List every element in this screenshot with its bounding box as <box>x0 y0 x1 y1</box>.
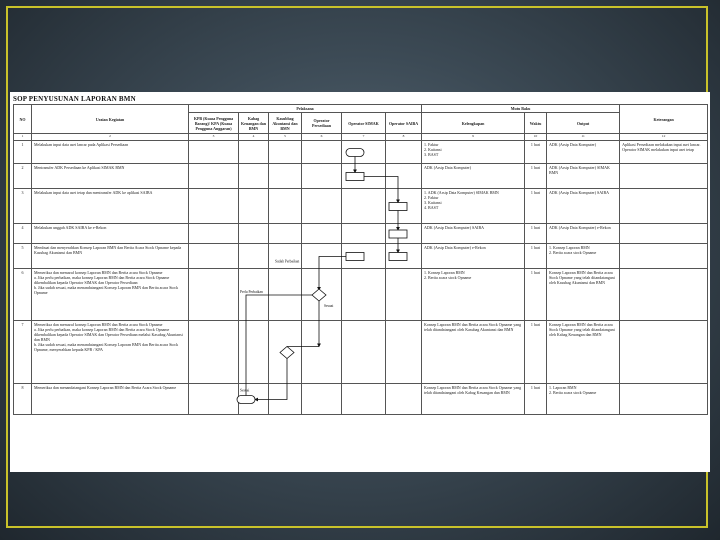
header-mutu-baku: Mutu Baku <box>422 105 620 113</box>
header-actor-kpb: KPB (Kuasa Pengguna Barang)/ KPA (Kuasa Pengguna Anggaran) <box>189 113 239 134</box>
row-uraian: Melakukan input data aset tetap dan mentransfer ADK ke aplikasi SAIBA <box>32 189 189 224</box>
flow-arrow <box>364 177 398 203</box>
row-number: 7 <box>14 321 32 384</box>
row-number: 1 <box>14 141 32 164</box>
row-uraian: Mentransfer ADK Persediaan ke Aplikasi SIMAK BMN <box>32 164 189 189</box>
flow-arrow-sesuai <box>255 359 287 400</box>
column-index: 6 <box>302 134 342 141</box>
column-index: 8 <box>386 134 422 141</box>
row-waktu: 1 hari <box>525 189 547 224</box>
label-sudah-perbaikan: Sudah Perbaikan <box>275 259 300 264</box>
process-box <box>389 230 407 238</box>
column-index: 10 <box>525 134 547 141</box>
flow-line-perlu-perbaikan <box>246 295 312 396</box>
row-number: 2 <box>14 164 32 189</box>
process-box <box>346 253 364 261</box>
row-uraian: Memeriksa dan menandatangani Konsep Laporan BMN dan Berita Acara Stock Opname <box>32 384 189 415</box>
header-actor-operator-simak: Operator SIMAK <box>342 113 386 134</box>
header-kelengkapan: Kelengkapan <box>422 113 525 134</box>
label-sesuai: Sesuai <box>324 304 334 308</box>
row-waktu: 1 hari <box>525 321 547 384</box>
process-box <box>346 173 364 181</box>
column-index: 5 <box>269 134 302 141</box>
flowchart-layer <box>13 104 707 464</box>
row-output: 1. Laporan BMN 2. Berita acara stock Opname <box>547 384 620 415</box>
column-index: 12 <box>620 134 708 141</box>
row-output: Konsep Laporan BMN dan Berita acara Stock Opname yang telah ditandatangani oleh Kabag Keuangan dan BMN <box>547 321 620 384</box>
row-waktu: 1 hari <box>525 224 547 244</box>
row-uraian: Melakukan unggah ADK SAIBA ke e-Rekon <box>32 224 189 244</box>
column-index: 7 <box>342 134 386 141</box>
header-actor-kasubbag: Kasubbag Akuntansi dan BMN <box>269 113 302 134</box>
label-perlu-perbaikan: Perlu Perbaikan <box>240 290 263 294</box>
row-output: 1. Konsep Laporan BMN 2. Berita acara stock Opname <box>547 244 620 269</box>
row-uraian: Memeriksa dan memaraf konsep Laporan BMN dan Berita acara Stock Opname a. Jika perlu perbaikan, maka konsep Laporan BMN dan Berita acara Stock Opname dikembalikan kepada Operator SIMAK dan Operator Persediaan melalui Kasubag Akuntansi dan BMN b. Jika sudah sesuai, maka menandatangani Konsep Laporan BMN dan Berita acara Stock Opname, menyerahkan kepada KPB / KPA <box>32 321 189 384</box>
process-box <box>389 253 407 261</box>
row-number: 4 <box>14 224 32 244</box>
row-kelengkapan: Konsep Laporan BMN dan Berita acara Stock Opname yang telah ditandatangani oleh Kabag Keuangan dan BMN <box>422 384 525 415</box>
column-index: 2 <box>32 134 189 141</box>
row-uraian: Membuat dan menyerahkan Konsep Laporan BMN dan Berita Acara Stock Opname kepada Kasubag Akuntansi dan BMN <box>32 244 189 269</box>
header-actor-kabag: Kabag Keuangan dan BMN <box>239 113 269 134</box>
row-output: ADK (Arsip Data Komputer) SIMAK BMN <box>547 164 620 189</box>
flow-arrow <box>319 257 346 291</box>
row-waktu: 1 hari <box>525 141 547 164</box>
flowchart <box>13 104 707 464</box>
sop-document <box>10 92 710 472</box>
row-kelengkapan: ADK (Arsip Data Komputer) <box>422 164 525 189</box>
row-uraian: Melakukan input data aset lancar pada Aplikasi Persediaan <box>32 141 189 164</box>
row-kelengkapan: Konsep Laporan BMN dan Berita acara Stock Opname yang telah ditandatangani oleh Kasubag Akuntansi dan BMN <box>422 321 525 384</box>
row-waktu: 1 hari <box>525 244 547 269</box>
row-kelengkapan: 1. ADK (Arsip Data Komputer) SIMAK BMN 2. Faktur 3. Kuitansi 4. BAST <box>422 189 525 224</box>
start-terminator <box>346 149 364 157</box>
header-keterangan: Keterangan <box>620 105 708 134</box>
column-index: 9 <box>422 134 525 141</box>
row-number: 3 <box>14 189 32 224</box>
row-kelengkapan: 1. Faktur 2. Kuitansi 3. BAST <box>422 141 525 164</box>
header-uraian: Uraian Kegiatan <box>32 105 189 134</box>
column-index: 1 <box>14 134 32 141</box>
header-no: NO <box>14 105 32 134</box>
row-waktu: 1 hari <box>525 164 547 189</box>
process-box <box>389 203 407 211</box>
document-title: SOP PENYUSUNAN LAPORAN BMN <box>13 95 136 103</box>
row-waktu: 1 hari <box>525 384 547 415</box>
row-number: 8 <box>14 384 32 415</box>
row-kelengkapan: ADK (Arsip Data Komputer) e-Rekon <box>422 244 525 269</box>
row-output: ADK (Arsip Data Komputer) e-Rekon <box>547 224 620 244</box>
column-index: 4 <box>239 134 269 141</box>
column-index: 3 <box>189 134 239 141</box>
decision-diamond <box>312 289 326 301</box>
header-waktu: Waktu <box>525 113 547 134</box>
end-terminator <box>237 396 255 404</box>
row-kelengkapan: 1. Konsep Laporan BMN 2. Berita acara stock Opname <box>422 269 525 321</box>
row-output: Konsep Laporan BMN dan Berita acara Stock Opname yang telah ditandatangani oleh Kasubag Akuntansi dan BMN <box>547 269 620 321</box>
row-waktu: 1 hari <box>525 269 547 321</box>
row-number: 5 <box>14 244 32 269</box>
header-pelaksana: Pelaksana <box>189 105 422 113</box>
decision-diamond <box>280 347 294 359</box>
header-actor-operator-saiba: Operator SAIBA <box>386 113 422 134</box>
row-number: 6 <box>14 269 32 321</box>
row-keterangan: Aplikasi Persediaan melakukan input aset lancar. Operator SIMAK melakukan input aset tetap <box>620 141 708 164</box>
row-uraian: Memeriksa dan memaraf konsep Laporan BMN dan Berita acara Stock Opname a. Jika perlu perbaikan, maka konsep Laporan BMN dan Berita acara Stock Opname dikembalikan kepada Operator SIMAK dan Operator Persediaan b. Jika sudah sesuai, maka menandatangani Konsep Laporan BMN dan Berita acara Stock Opname <box>32 269 189 321</box>
row-kelengkapan: ADK (Arsip Data Komputer) SAIBA <box>422 224 525 244</box>
row-output: ADK (Arsip Data Komputer) SAIBA <box>547 189 620 224</box>
header-actor-operator-persediaan: Operator Persediaan <box>302 113 342 134</box>
header-output: Output <box>547 113 620 134</box>
row-output: ADK (Arsip Data Komputer) <box>547 141 620 164</box>
label-sesuai: Sesuai <box>240 388 250 393</box>
column-index: 11 <box>547 134 620 141</box>
